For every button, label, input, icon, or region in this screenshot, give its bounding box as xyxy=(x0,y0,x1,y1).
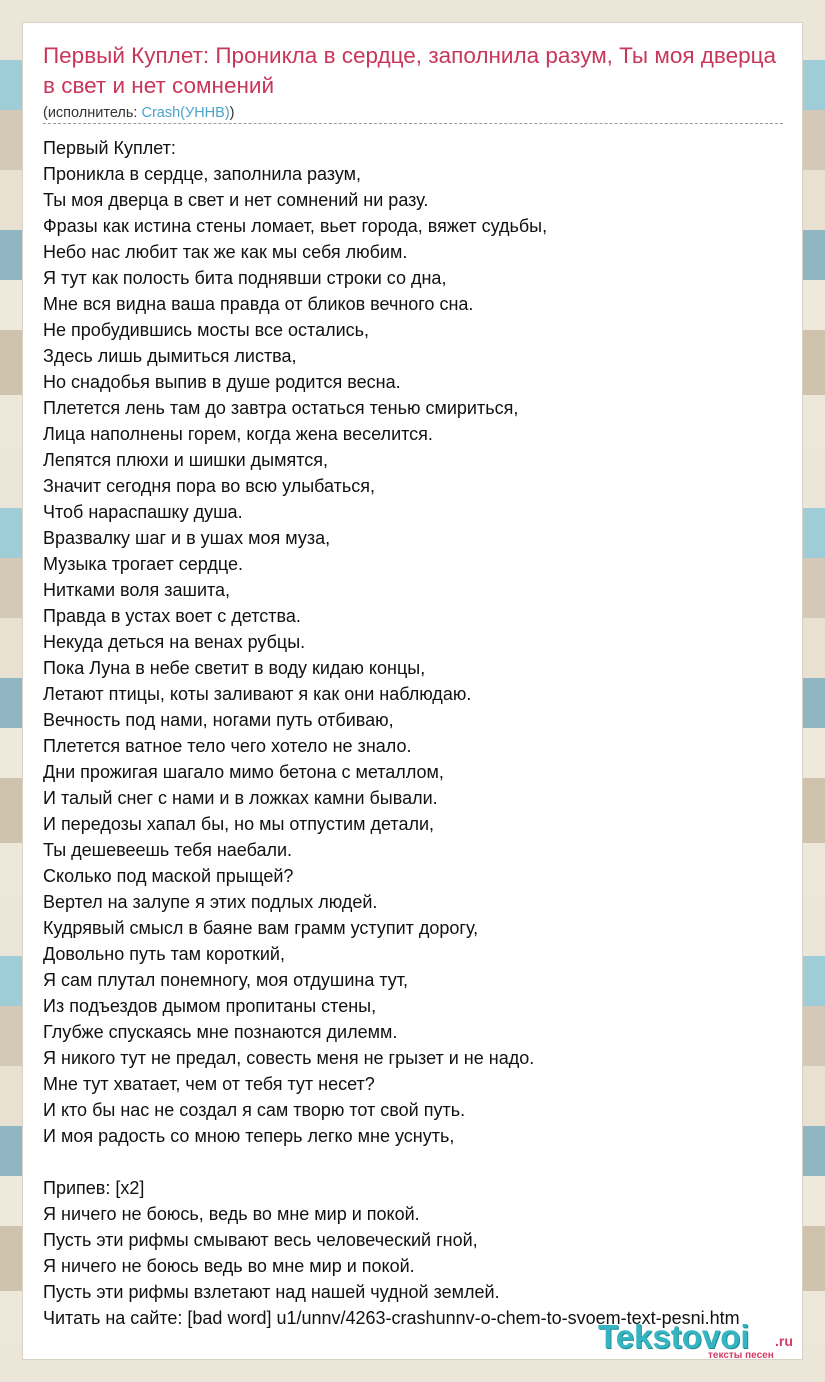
artist-prefix: (исполнитель: xyxy=(43,105,142,121)
lyrics-line: Плетется ватное тело чего хотело не знало. xyxy=(43,736,412,756)
lyrics-line: Читать на сайте: [bad word] u1/unnv/4263-crashunnv-o-chem-to-svoem-text-pesni.htm xyxy=(43,1308,740,1328)
lyrics-line: И моя радость со мною теперь легко мне уснуть, xyxy=(43,1126,455,1146)
lyrics-card xyxy=(22,22,803,1360)
lyrics-line: Глубже спускаясь мне познаются дилемм. xyxy=(43,1022,398,1042)
lyrics-line: Из подъездов дымом пропитаны стены, xyxy=(43,996,377,1016)
lyrics-line: Не пробудившись мосты все остались, xyxy=(43,320,370,340)
lyrics-line: И кто бы нас не создал я сам творю тот свой путь. xyxy=(43,1100,466,1120)
lyrics-line: Пусть эти рифмы взлетают над нашей чудной землей. xyxy=(43,1282,500,1302)
lyrics-line: Но снадобья выпив в душе родится весна. xyxy=(43,372,401,392)
lyrics-line: Сколько под маской прыщей? xyxy=(43,866,294,886)
lyrics-line: Мне тут хватает, чем от тебя тут несет? xyxy=(43,1074,375,1094)
lyrics-line: Я сам плутал понемногу, моя отдушина тут, xyxy=(43,970,409,990)
lyrics-line: Правда в устах воет с детства. xyxy=(43,606,301,626)
lyrics-line: Значит сегодня пора во всю улыбаться, xyxy=(43,476,376,496)
lyrics-line: Довольно путь там короткий, xyxy=(43,944,285,964)
lyrics-line: Плетется лень там до завтра остаться тенью смириться, xyxy=(43,398,519,418)
logo-tld: .ru xyxy=(775,1333,793,1349)
lyrics-line: Я тут как полость бита поднявши строки со дна, xyxy=(43,268,447,288)
lyrics-line: Чтоб нараспашку душа. xyxy=(43,502,243,522)
lyrics-line: Вразвалку шаг и в ушах моя муза, xyxy=(43,528,331,548)
site-logo[interactable] xyxy=(598,1319,803,1360)
lyrics-line: Припев: [x2] xyxy=(43,1178,145,1198)
logo-tagline: тексты песен xyxy=(708,1350,774,1360)
lyrics-line: Первый Куплет: xyxy=(43,138,176,158)
lyrics-line: Ты моя дверца в свет и нет сомнений ни разу. xyxy=(43,190,429,210)
lyrics-line: И передозы хапал бы, но мы отпустим детали, xyxy=(43,814,435,834)
lyrics-line: Лица наполнены горем, когда жена веселится. xyxy=(43,424,433,444)
lyrics-line: Небо нас любит так же как мы себя любим. xyxy=(43,242,408,262)
artist-link[interactable]: Crash(УННВ) xyxy=(141,105,230,121)
artist-line xyxy=(43,103,235,123)
lyrics-line: Пока Луна в небе светит в воду кидаю концы, xyxy=(43,658,426,678)
lyrics-line: Пусть эти рифмы смывают весь человеческий гной, xyxy=(43,1230,478,1250)
lyrics-line: Вертел на залупе я этих подлых людей. xyxy=(43,892,378,912)
lyrics-line: И талый снег с нами и в ложках камни бывали. xyxy=(43,788,438,808)
lyrics-line: Вечность под нами, ногами путь отбиваю, xyxy=(43,710,394,730)
lyrics-line: Ты дешевеешь тебя наебали. xyxy=(43,840,293,860)
lyrics-line: Некуда деться на венах рубцы. xyxy=(43,632,306,652)
artist-suffix: ) xyxy=(229,105,235,121)
lyrics-line: Здесь лишь дымиться листва, xyxy=(43,346,297,366)
lyrics-line: Кудрявый смысл в баяне вам грамм уступит дорогу, xyxy=(43,918,479,938)
song-title: Первый Куплет: Проникла в сердце, заполнила разум, Ты моя дверца в свет и нет сомнений xyxy=(43,43,777,98)
lyrics-line: Нитками воля зашита, xyxy=(43,580,231,600)
lyrics-line: Мне вся видна ваша правда от бликов вечного сна. xyxy=(43,294,474,314)
lyrics-line: Фразы как истина стены ломает, вьет города, вяжет судьбы, xyxy=(43,216,548,236)
lyrics-line: Я ничего не боюсь ведь во мне мир и покой. xyxy=(43,1256,415,1276)
lyrics-line: Музыка трогает сердце. xyxy=(43,554,244,574)
lyrics-line: Я ничего не боюсь, ведь во мне мир и покой. xyxy=(43,1204,420,1224)
lyrics-line: Дни прожигая шагало мимо бетона с металлом, xyxy=(43,762,444,782)
lyrics-text xyxy=(43,135,802,1331)
lyrics-line: Лепятся плюхи и шишки дымятся, xyxy=(43,450,328,470)
lyrics-line: Проникла в сердце, заполнила разум, xyxy=(43,164,362,184)
lyrics-blank-line xyxy=(43,1149,802,1175)
lyrics-line: Летают птицы, коты заливают я как они наблюдаю. xyxy=(43,684,472,704)
logo-wordmark: Tekstovoi xyxy=(598,1318,750,1355)
lyrics-line: Я никого тут не предал, совесть меня не грызет и не надо. xyxy=(43,1048,535,1068)
dashed-divider xyxy=(43,123,783,124)
